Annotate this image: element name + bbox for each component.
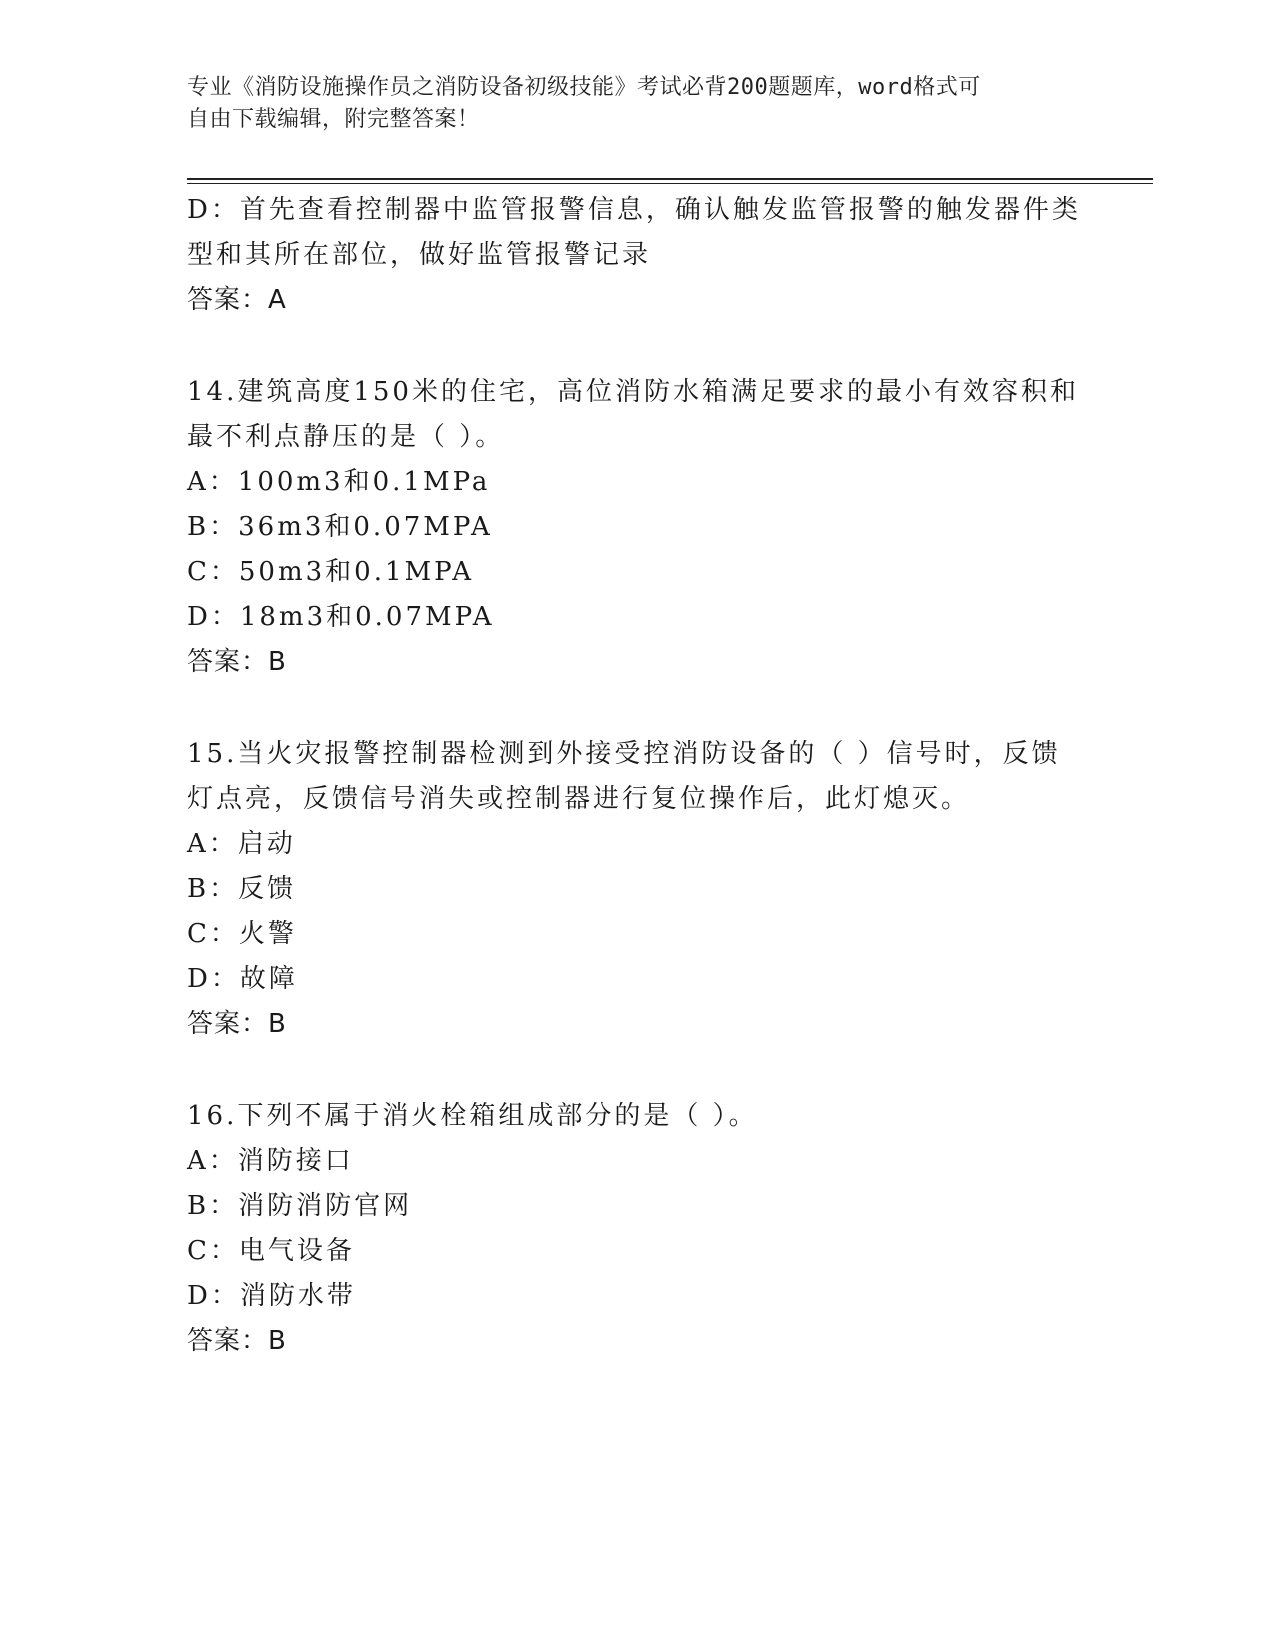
option-b: B：36m3和0.07MPA: [187, 512, 493, 542]
option-a: A：100m3和0.1MPa: [187, 467, 491, 497]
answer: 答案：B: [187, 1009, 287, 1039]
question-text-line-2: 最不利点静压的是（ ）。: [187, 422, 505, 452]
question-13: [187, 188, 1087, 323]
option-d-line-2: 型和其所在部位，做好监管报警记录: [187, 240, 652, 270]
option-c: C：50m3和0.1MPA: [187, 557, 475, 587]
header-line-2: 自由下载编辑，附完整答案！: [187, 107, 480, 132]
option-d: D：18m3和0.07MPA: [187, 602, 495, 632]
spacer: [187, 323, 1087, 370]
header-line-1: 专业《消防设施操作员之消防设备初级技能》考试必背200题题库，word格式可: [187, 75, 981, 100]
header-divider-thin: [187, 183, 1153, 184]
question-14: [187, 370, 1087, 685]
option-d-line-1: D：首先查看控制器中监管报警信息，确认触发监管报警的触发器件类: [187, 195, 1081, 225]
option-a: A：消防接口: [187, 1146, 354, 1176]
question-text-line-1: 15.当火灾报警控制器检测到外接受控消防设备的（ ）信号时，反馈: [187, 739, 1061, 769]
option-c: C：电气设备: [187, 1236, 355, 1266]
option-d: D：故障: [187, 964, 298, 994]
question-list: [187, 188, 1087, 1364]
answer: 答案：B: [187, 647, 287, 677]
option-b: B：消防消防官网: [187, 1191, 413, 1221]
option-b: B：反馈: [187, 874, 297, 904]
answer: 答案：A: [187, 285, 287, 315]
spacer: [187, 1047, 1087, 1094]
option-c: C：火警: [187, 919, 297, 949]
header-divider-thick: [187, 178, 1153, 180]
question-16: [187, 1094, 1087, 1364]
question-15: [187, 732, 1087, 1047]
answer: 答案：B: [187, 1326, 287, 1356]
question-text-line-2: 灯点亮，反馈信号消失或控制器进行复位操作后，此灯熄灭。: [187, 784, 971, 814]
question-text-line-1: 16.下列不属于消火栓箱组成部分的是（ ）。: [187, 1101, 758, 1131]
document-header: [187, 72, 1067, 136]
option-a: A：启动: [187, 829, 296, 859]
option-d: D：消防水带: [187, 1281, 356, 1311]
spacer: [187, 685, 1087, 732]
question-text-line-1: 14.建筑高度150米的住宅，高位消防水箱满足要求的最小有效容积和: [187, 377, 1079, 407]
